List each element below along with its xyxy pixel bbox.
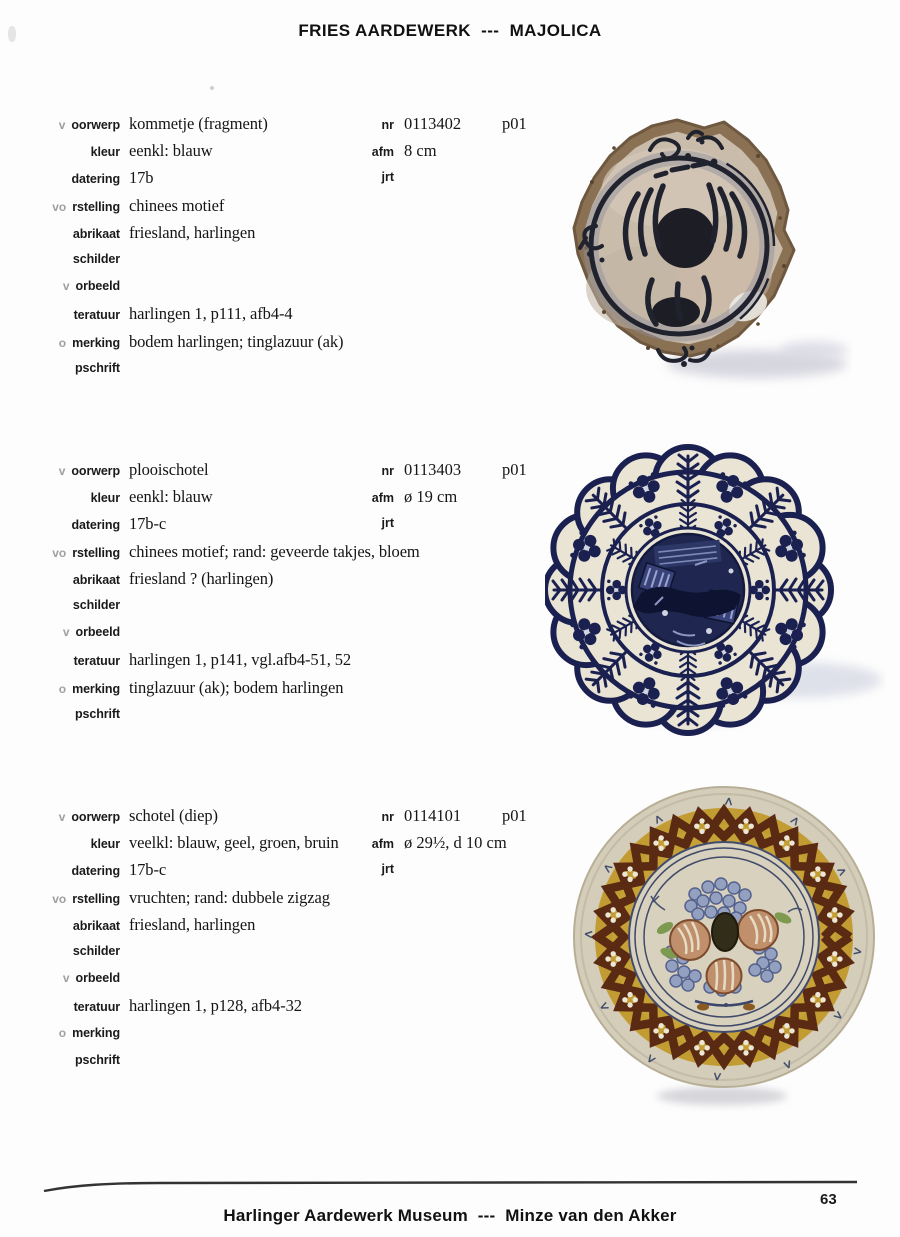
- field-value: harlingen 1, p128, afb4-32: [129, 996, 302, 1016]
- plooischotel-image: [545, 442, 885, 752]
- field-row: [30, 565, 550, 592]
- artifact-photo-schotel: [540, 782, 895, 1112]
- field-label: o merking: [58, 1025, 120, 1040]
- afm-label: afm: [371, 145, 394, 160]
- field-row: [30, 538, 550, 565]
- schotel-image: [540, 782, 895, 1112]
- field-row: [30, 701, 550, 728]
- field-value: 17b-c: [129, 860, 167, 880]
- field-row: [30, 355, 550, 382]
- field-label: teratuur: [73, 308, 120, 323]
- field-row: [30, 592, 550, 619]
- field-label: vo rstelling: [52, 891, 120, 906]
- nr-label: nr: [381, 118, 394, 132]
- catalog-number: 0113403: [404, 460, 462, 479]
- field-value: tinglazuur (ak); bodem harlingen: [129, 677, 344, 697]
- field-row: [30, 646, 550, 673]
- field-label: v orbeeld: [62, 279, 120, 294]
- field-row: [30, 1020, 550, 1047]
- field-row: [30, 938, 550, 965]
- field-label: pschrift: [74, 706, 120, 721]
- jrt-label: jrt: [381, 170, 394, 185]
- field-row: [30, 273, 550, 300]
- field-row: [30, 219, 550, 246]
- field-label: teratuur: [73, 654, 120, 669]
- field-label: pschrift: [74, 1052, 120, 1067]
- field-label: teratuur: [73, 1000, 120, 1015]
- field-label: vo rstelling: [52, 545, 120, 560]
- afm-label: afm: [371, 491, 394, 506]
- field-row: [30, 911, 550, 938]
- field-label: abrikaat: [72, 918, 120, 933]
- afm-label: afm: [371, 837, 394, 852]
- field-value: kommetje (fragment): [129, 114, 268, 133]
- field-row: [30, 674, 550, 701]
- footer-title: Harlinger Aardewerk Museum --- Minze van den Akker: [223, 1206, 677, 1225]
- jrt-label: jrt: [381, 516, 394, 531]
- field-row: [30, 965, 550, 992]
- scan-speck: [210, 86, 214, 90]
- field-row: [30, 884, 550, 911]
- field-value: vruchten; rand: dubbele zigzag: [129, 887, 330, 907]
- scan-smudge: [8, 26, 16, 42]
- field-label: abrikaat: [72, 226, 120, 241]
- field-label: v orbeeld: [62, 625, 120, 640]
- fragment-image: [552, 98, 852, 393]
- footer-rule: [30, 1178, 870, 1198]
- dimension: ø 29½, d 10 cm: [404, 833, 507, 853]
- field-label: v orbeeld: [62, 971, 120, 986]
- nr-label: nr: [381, 810, 394, 824]
- artifact-photo-plooischotel: [545, 442, 885, 752]
- photo-code: p01: [502, 114, 527, 133]
- photo-code: p01: [502, 806, 527, 825]
- jrt-label: jrt: [381, 862, 394, 877]
- catalog-number: 0114101: [404, 806, 462, 825]
- field-value: friesland, harlingen: [129, 914, 256, 934]
- field-value: chinees motief; rand: geveerde takjes, bloem: [129, 541, 420, 561]
- field-label: o merking: [58, 335, 120, 350]
- field-value: eenkl: blauw: [129, 141, 213, 161]
- field-label: v oorwerp: [30, 112, 120, 139]
- field-row: [30, 619, 550, 646]
- field-value: friesland, harlingen: [129, 222, 256, 242]
- dimension: 8 cm: [404, 141, 437, 161]
- field-label: datering: [71, 518, 120, 533]
- field-label: schilder: [72, 597, 120, 612]
- field-label: datering: [71, 172, 120, 187]
- field-label: o merking: [58, 681, 120, 696]
- field-row: [30, 992, 550, 1019]
- field-label: abrikaat: [72, 572, 120, 587]
- field-label: kleur: [90, 145, 120, 160]
- field-label: vo rstelling: [52, 199, 120, 214]
- field-value: eenkl: blauw: [129, 487, 213, 507]
- field-row: [30, 246, 550, 273]
- field-value: chinees motief: [129, 195, 225, 215]
- photo-code: p01: [502, 460, 527, 479]
- page-number: 63: [820, 1191, 837, 1208]
- dimension: ø 19 cm: [404, 487, 458, 507]
- field-value: schotel (diep): [129, 806, 218, 825]
- field-label: kleur: [90, 491, 120, 506]
- field-row: [30, 192, 550, 219]
- field-row: [30, 328, 550, 355]
- page-title: FRIES AARDEWERK --- MAJOLICA: [298, 21, 602, 40]
- field-label: kleur: [90, 837, 120, 852]
- field-value: plooischotel: [129, 460, 209, 479]
- field-row: [30, 300, 550, 327]
- field-value: 17b-c: [129, 514, 167, 534]
- catalog-number: 0113402: [404, 114, 462, 133]
- field-label: v oorwerp: [58, 810, 120, 824]
- artifact-photo-fragment: [552, 98, 852, 393]
- field-value: veelkl: blauw, geel, groen, bruin: [129, 833, 339, 853]
- nr-label: nr: [381, 464, 394, 478]
- field-label: schilder: [72, 251, 120, 266]
- field-value: 17b: [129, 168, 154, 188]
- field-value: friesland ? (harlingen): [129, 568, 274, 588]
- field-label: v oorwerp: [58, 464, 120, 478]
- field-label: pschrift: [74, 360, 120, 375]
- field-value: bodem harlingen; tinglazuur (ak): [129, 331, 344, 351]
- field-row: [30, 1047, 550, 1074]
- field-label-cut: v: [58, 118, 66, 132]
- field-value: harlingen 1, p111, afb4-4: [129, 304, 293, 324]
- field-label: schilder: [72, 943, 120, 958]
- field-value: harlingen 1, p141, vgl.afb4-51, 52: [129, 650, 352, 670]
- field-label: datering: [71, 864, 120, 879]
